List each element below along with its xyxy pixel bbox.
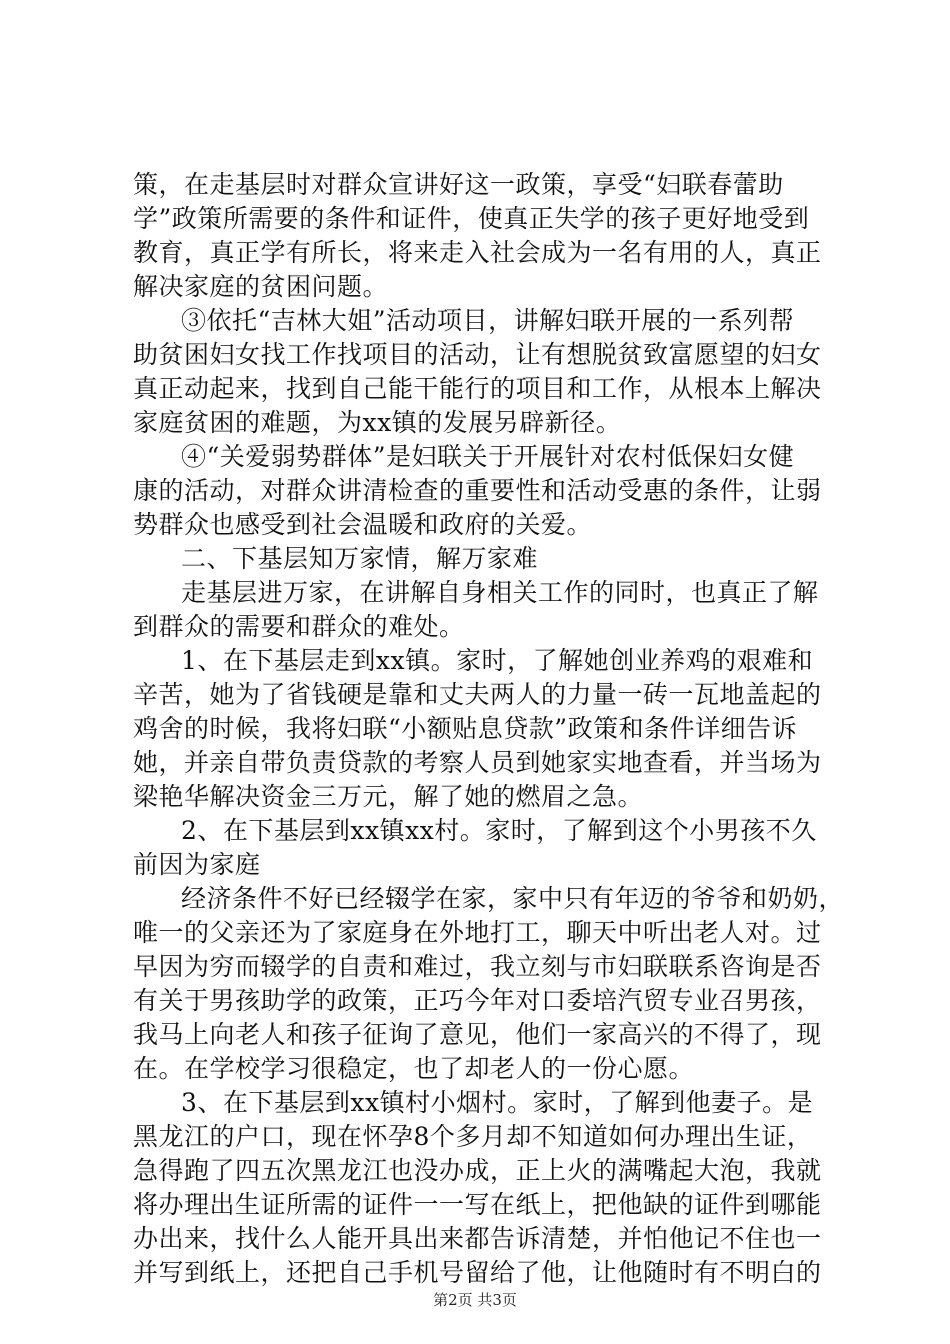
text-line: 势群众也感受到社会温暖和政府的关爱。 [133, 510, 593, 539]
page-number-footer: 第2页 共3页 [433, 1291, 517, 1309]
text-line: 在。在学校学习很稳定，也了却老人的一份心愿。 [133, 1054, 695, 1083]
text-line: 我马上向老人和孩子征询了意见，他们一家高兴的不得了，现 [133, 1020, 822, 1049]
text-line: 办出来，找什么人能开具出来都告诉清楚，并怕他记不住也一 [133, 1224, 822, 1253]
text-line: 并写到纸上，还把自己手机号留给了他，让他随时有不明白的 [133, 1258, 822, 1287]
text-line: 辛苦，她为了省钱硬是靠和丈夫两人的力量一砖一瓦地盖起的 [133, 680, 822, 709]
text-line: 唯一的父亲还为了家庭身在外地打工，聊天中听出老人对。过 [133, 918, 822, 947]
text-line: ③依托“吉林大姐”活动项目，讲解妇联开展的一系列帮 [181, 306, 795, 335]
text-line: 她，并亲自带负责贷款的考察人员到她家实地查看，并当场为 [133, 748, 822, 777]
text-line: 2、在下基层到xx镇xx村。家时，了解到这个小男孩不久 [181, 816, 817, 845]
text-line: 急得跑了四五次黑龙江也没办成，正上火的满嘴起大泡，我就 [133, 1156, 822, 1185]
text-line: 1、在下基层走到xx镇。家时，了解她创业养鸡的艰难和 [181, 646, 814, 675]
text-line: 3、在下基层到xx镇村小烟村。家时，了解到他妻子。是 [181, 1088, 814, 1117]
text-line: 康的活动，对群众讲清检查的重要性和活动受惠的条件，让弱 [133, 476, 822, 505]
text-line: 学”政策所需要的条件和证件，使真正失学的孩子更好地受到 [133, 204, 810, 233]
text-line: 将办理出生证所需的证件一一写在纸上，把他缺的证件到哪能 [133, 1190, 822, 1219]
text-line: 助贫困妇女找工作找项目的活动，让有想脱贫致富愿望的妇女 [133, 340, 822, 369]
text-line: 家庭贫困的难题，为xx镇的发展另辟新径。 [133, 408, 622, 437]
text-line: 真正动起来，找到自己能干能行的项目和工作，从根本上解决 [133, 374, 822, 403]
text-line: ④“关爱弱势群体”是妇联关于开展针对农村低保妇女健 [181, 442, 795, 471]
text-line: 经济条件不好已经辍学在家，家中只有年迈的爷爷和奶奶， [181, 884, 845, 913]
text-line: 早因为穷而辍学的自责和难过，我立刻与市妇联联系咨询是否 [133, 952, 822, 981]
text-line: 到群众的需要和群众的难处。 [133, 612, 465, 641]
text-line: 前因为家庭 [133, 850, 261, 879]
text-line: 教育，真正学有所长，将来走入社会成为一名有用的人，真正 [133, 238, 822, 267]
text-line: 走基层进万家，在讲解自身相关工作的同时，也真正了解 [181, 578, 819, 607]
section-heading: 二、下基层知万家情，解万家难 [181, 544, 539, 573]
text-line: 梁艳华解决资金三万元，解了她的燃眉之急。 [133, 782, 644, 811]
text-line: 有关于男孩助学的政策，正巧今年对口委培汽贸专业召男孩， [133, 986, 822, 1015]
text-line: 解决家庭的贫困问题。 [133, 272, 389, 301]
text-line: 黑龙江的户口，现在怀孕8个多月却不知道如何办理出生证， [133, 1122, 813, 1151]
text-line: 策，在走基层时对群众宣讲好这一政策，享受“妇联春蕾助 [133, 170, 784, 199]
text-line: 鸡舍的时候，我将妇联“小额贴息贷款”政策和条件详细告诉 [133, 714, 798, 743]
